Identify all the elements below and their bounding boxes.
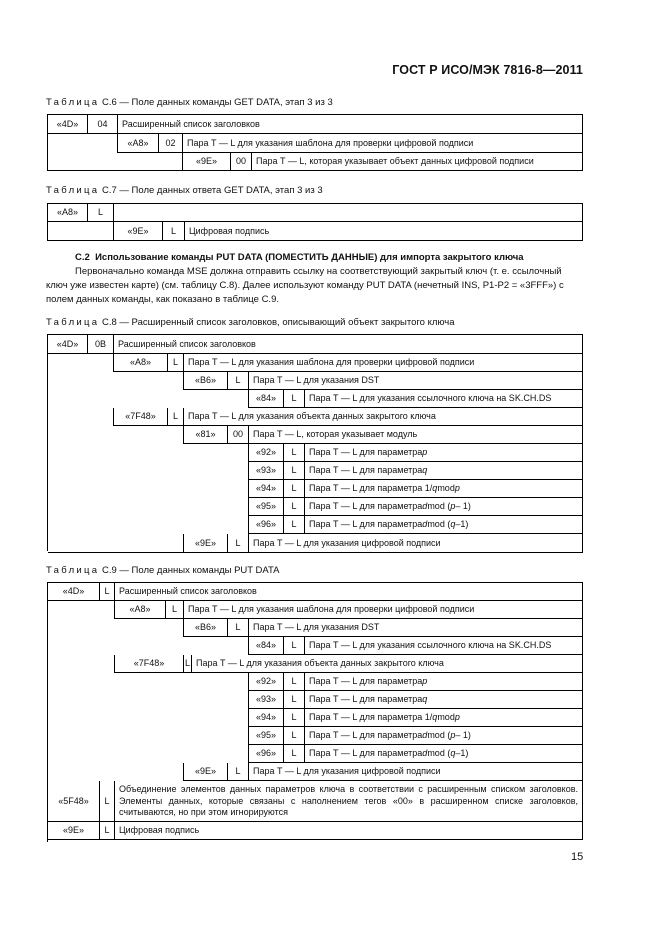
description-text: mod <box>437 483 455 493</box>
tag-cell: «96» <box>249 745 284 763</box>
tag-cell: «84» <box>249 637 284 655</box>
description-cell: Объединение элементов данных параметров ключа в соответствии с расширенным списком заголовков. Элементы данных, которые связаны с наполнением тегов «00» в расширенном списке заголовков, считываются, но при этом игнорируются <box>115 781 583 822</box>
description-text: Пара T — L для параметра <box>309 447 423 457</box>
description-text: Пара T — L для параметра 1/ <box>309 712 433 722</box>
length-cell: L <box>284 637 305 655</box>
tag-cell: «5F48» <box>48 781 100 822</box>
italic-variable: d <box>422 730 428 740</box>
length-cell: L <box>168 354 184 372</box>
italic-variable: p <box>422 676 428 686</box>
blank-cell <box>48 222 114 241</box>
tag-cell: «95» <box>249 727 284 745</box>
blank-cell <box>48 153 183 171</box>
length-cell: 04 <box>88 115 118 134</box>
blank-cell <box>48 673 249 691</box>
table-c9 <box>47 582 583 842</box>
length-cell: L <box>284 444 305 462</box>
blank-cell <box>48 619 184 637</box>
page-number: 15 <box>571 851 584 863</box>
length-cell: 00 <box>228 426 249 444</box>
length-cell: L <box>184 655 192 673</box>
section-heading: С.2 Использование команды PUT DATA (ПОМЕСТИТЬ ДАННЫЕ) для импорта закрытого ключа <box>75 252 524 263</box>
description-cell: Пара T — L, которая указывает модуль <box>249 426 583 444</box>
italic-variable: q <box>450 748 456 758</box>
tag-cell: «92» <box>249 673 284 691</box>
length-cell: L <box>284 745 305 763</box>
italic-variable: d <box>422 748 428 758</box>
italic-variable: p <box>454 483 460 493</box>
description-text: Пара T — L для параметра <box>309 501 423 511</box>
length-cell: L <box>284 462 305 480</box>
tag-cell: «95» <box>249 498 284 516</box>
description-cell: Пара T — L для указания цифровой подписи <box>249 534 583 553</box>
blank-cell <box>48 372 184 390</box>
tag-cell: «96» <box>249 516 284 534</box>
tag-cell: «A8» <box>114 354 168 372</box>
description-cell: Пара T — L для указания объекта данных закрытого ключа <box>184 408 583 426</box>
tag-cell: «94» <box>249 709 284 727</box>
blank-cell <box>48 763 184 781</box>
description-cell: Цифровая подпись <box>115 822 583 840</box>
table-c7-caption: Таблица С.7 — Поле данных ответа GET DATA, этап 3 из 3 <box>46 185 323 196</box>
length-cell: L <box>228 763 249 781</box>
tag-cell: «4D» <box>48 335 88 354</box>
description-cell <box>305 673 583 691</box>
description-text: mod ( <box>427 519 451 529</box>
italic-variable: p <box>450 501 456 511</box>
description-cell: Расширенный список заголовков <box>118 115 583 134</box>
tag-cell: «7F48» <box>115 655 184 673</box>
length-cell: L <box>228 534 249 553</box>
italic-variable: p <box>422 447 428 457</box>
length-cell: L <box>163 222 185 241</box>
italic-variable: d <box>422 501 428 511</box>
length-cell: 00 <box>231 153 252 171</box>
description-text: Пара T — L для параметра <box>309 730 423 740</box>
description-text: Пара T — L для параметра 1/ <box>309 483 433 493</box>
section-paragraph-line-3: полем данных команды, как показано в таблице С.9. <box>46 294 279 305</box>
blank-cell <box>48 134 118 153</box>
description-cell <box>305 516 583 534</box>
tag-cell: «92» <box>249 444 284 462</box>
tag-cell: «4D» <box>48 583 100 601</box>
description-cell <box>305 498 583 516</box>
italic-variable: q <box>422 694 428 704</box>
length-cell: L <box>228 619 249 637</box>
length-cell: L <box>284 709 305 727</box>
blank-cell <box>48 498 249 516</box>
description-cell <box>305 691 583 709</box>
blank-cell <box>48 444 249 462</box>
description-cell <box>305 480 583 498</box>
length-cell: L <box>100 781 115 822</box>
length-cell: L <box>284 480 305 498</box>
description-cell: Пара T — L для указания шаблона для проверки цифровой подписи <box>183 134 583 153</box>
table-c6 <box>47 114 583 171</box>
italic-variable: p <box>450 730 456 740</box>
blank-cell <box>48 745 249 763</box>
table-c6-caption: Таблица С.6 — Поле данных команды GET DATA, этап 3 из 3 <box>46 97 333 108</box>
description-cell: Пара T — L для указания объекта данных закрытого ключа <box>192 655 583 673</box>
tag-cell: «B6» <box>184 619 228 637</box>
description-cell <box>305 745 583 763</box>
length-cell: L <box>284 673 305 691</box>
length-cell: L <box>284 498 305 516</box>
blank-cell <box>48 601 115 619</box>
blank-cell <box>48 534 184 553</box>
description-text: Пара T — L для параметра <box>309 676 423 686</box>
blank-cell <box>48 390 249 408</box>
description-cell: Расширенный список заголовков <box>114 335 583 354</box>
table-c8 <box>47 334 583 551</box>
length-cell: L <box>100 583 115 601</box>
description-text: –1) <box>455 748 469 758</box>
length-cell: L <box>284 727 305 745</box>
section-paragraph-line-2: ключ уже известен карте) (см. таблицу С.8). Далее используют команду PUT DATA (нечетный INS, P1-P2 = «3FFF») с <box>46 280 564 291</box>
description-text: mod ( <box>427 501 451 511</box>
tag-cell: «A8» <box>115 601 166 619</box>
length-cell: L <box>100 822 115 840</box>
description-cell: Пара T — L для указания DST <box>249 619 583 637</box>
table-c9-caption: Таблица С.9 — Поле данных команды PUT DATA <box>46 565 280 576</box>
blank-cell <box>48 727 249 745</box>
description-cell: Пара T — L для указания шаблона для проверки цифровой подписи <box>184 354 583 372</box>
length-cell: 0B <box>88 335 114 354</box>
tag-cell: «9E» <box>114 222 163 241</box>
italic-variable: q <box>432 712 438 722</box>
table-c7 <box>47 203 583 241</box>
blank-cell <box>48 691 249 709</box>
length-cell: 02 <box>159 134 183 153</box>
blank-cell <box>48 516 249 534</box>
italic-variable: q <box>432 483 438 493</box>
description-cell: Пара T — L для указания шаблона для проверки цифровой подписи <box>184 601 583 619</box>
description-cell: Пара T — L для указания DST <box>249 372 583 390</box>
description-cell: Пара T — L, которая указывает объект данных цифровой подписи <box>252 153 583 171</box>
description-cell <box>114 204 583 222</box>
length-cell: L <box>166 601 184 619</box>
italic-variable: q <box>422 465 428 475</box>
italic-variable: d <box>422 519 428 529</box>
length-cell: L <box>88 204 114 222</box>
description-cell: Расширенный список заголовков <box>115 583 583 601</box>
description-cell: Пара T — L для указания цифровой подписи <box>249 763 583 781</box>
italic-variable: q <box>450 519 456 529</box>
blank-cell <box>48 462 249 480</box>
tag-cell: «84» <box>249 390 284 408</box>
blank-cell <box>48 354 114 372</box>
description-text: mod <box>437 712 455 722</box>
blank-cell <box>48 426 184 444</box>
tag-cell: «94» <box>249 480 284 498</box>
blank-cell <box>48 637 249 655</box>
tag-cell: «9E» <box>184 534 228 553</box>
tag-cell: «93» <box>249 462 284 480</box>
length-cell: L <box>284 516 305 534</box>
tag-cell: «93» <box>249 691 284 709</box>
blank-cell <box>48 480 249 498</box>
description-text: – 1) <box>455 501 471 511</box>
description-cell <box>305 727 583 745</box>
tag-cell: «81» <box>184 426 228 444</box>
tag-cell: «7F48» <box>114 408 168 426</box>
tag-cell: «A8» <box>118 134 159 153</box>
description-cell: Цифровая подпись <box>185 222 583 241</box>
description-cell <box>305 444 583 462</box>
length-cell: L <box>284 390 305 408</box>
length-cell: L <box>168 408 184 426</box>
description-cell <box>305 709 583 727</box>
section-paragraph-line-1: Первоначально команда MSE должна отправить ссылку на соответствующий закрытый ключ (т. е. ссылочный <box>75 266 562 277</box>
description-text: Пара T — L для параметра <box>309 694 423 704</box>
description-cell: Пара T — L для указания ссылочного ключа на SK.CH.DS <box>305 390 583 408</box>
description-cell <box>305 462 583 480</box>
description-text: Пара T — L для параметра <box>309 465 423 475</box>
tag-cell: «A8» <box>48 204 88 222</box>
blank-cell <box>48 655 115 673</box>
description-text: – 1) <box>455 730 471 740</box>
document-code: ГОСТ Р ИСО/МЭК 7816-8—2011 <box>392 63 583 77</box>
description-text: mod ( <box>427 748 451 758</box>
description-cell: Пара T — L для указания ссылочного ключа на SK.CH.DS <box>305 637 583 655</box>
description-text: Пара T — L для параметра <box>309 519 423 529</box>
description-text: –1) <box>455 519 469 529</box>
tag-cell: «B6» <box>184 372 228 390</box>
table-c8-caption: Таблица С.8 — Расширенный список заголовков, описывающий объект закрытого ключа <box>46 317 455 328</box>
italic-variable: p <box>454 712 460 722</box>
tag-cell: «4D» <box>48 115 88 134</box>
blank-cell <box>48 709 249 727</box>
tag-cell: «9E» <box>184 763 228 781</box>
blank-cell <box>48 408 114 426</box>
description-text: Пара T — L для параметра <box>309 748 423 758</box>
length-cell: L <box>284 691 305 709</box>
length-cell: L <box>228 372 249 390</box>
tag-cell: «9E» <box>48 822 100 840</box>
description-text: mod ( <box>427 730 451 740</box>
tag-cell: «9E» <box>183 153 231 171</box>
